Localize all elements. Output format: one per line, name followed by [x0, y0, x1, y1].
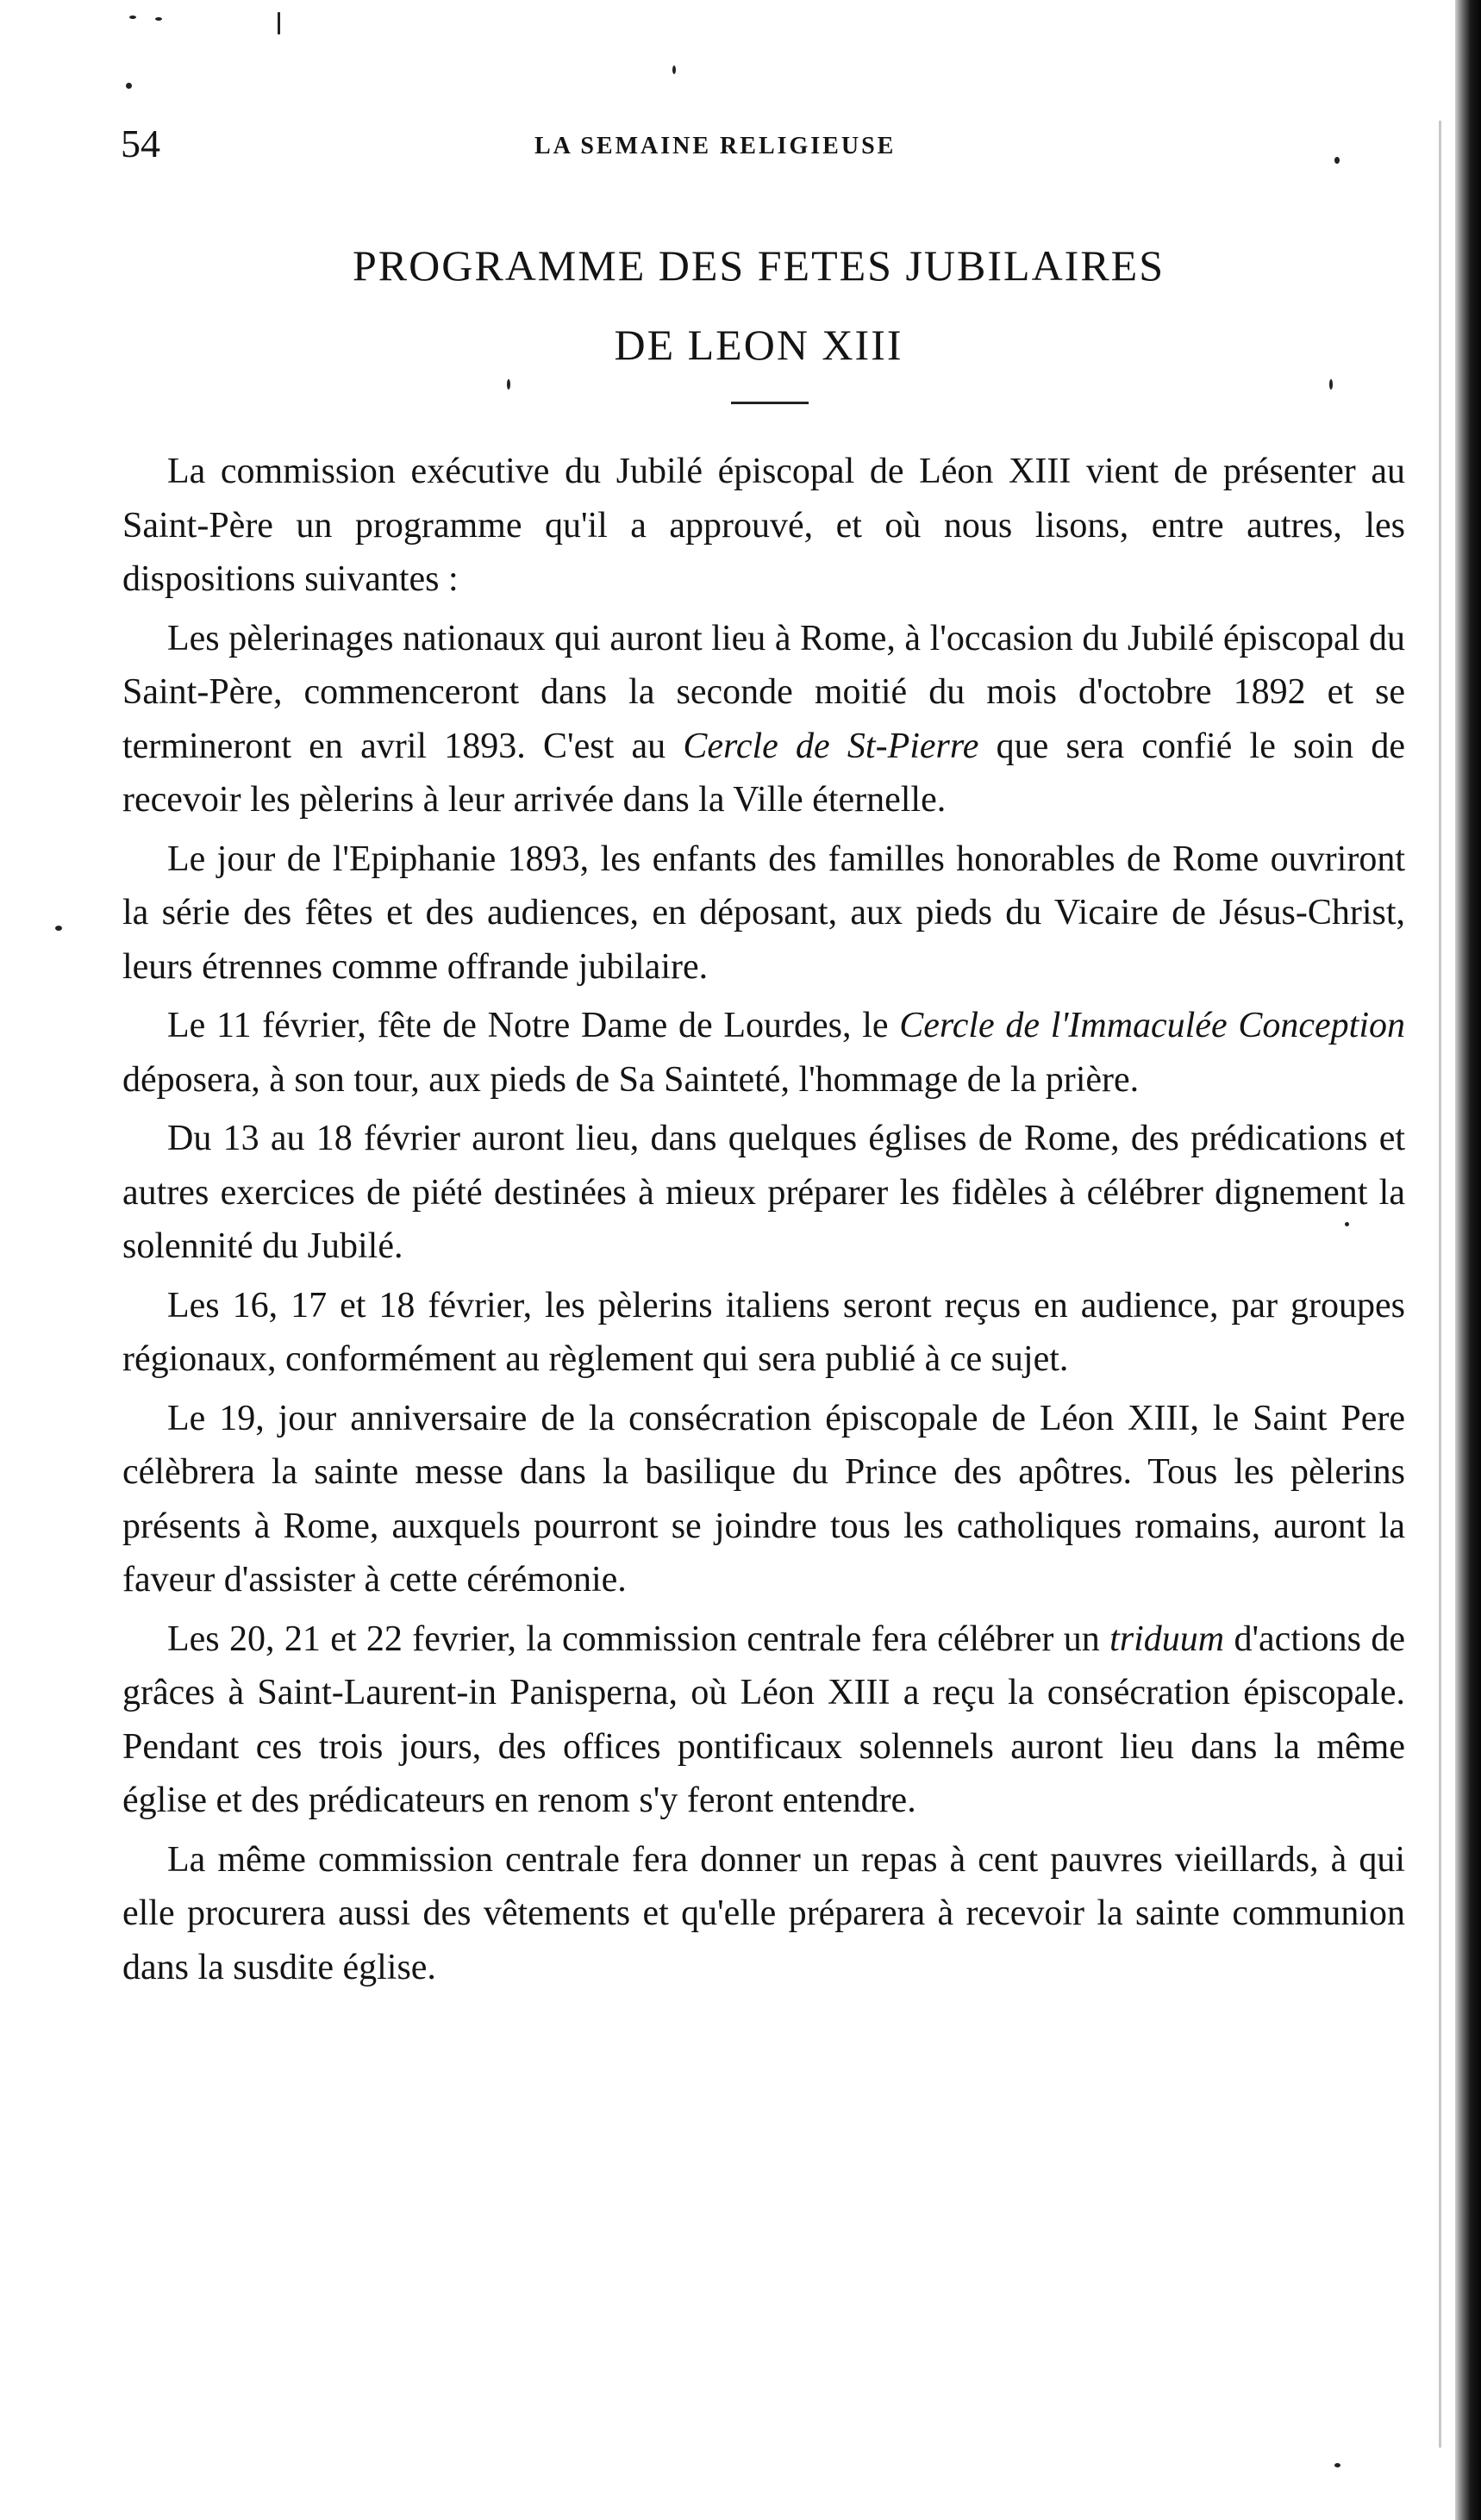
title-divider — [731, 402, 809, 404]
scan-speck — [1334, 157, 1340, 164]
article-title-line-2: DE LEON XIII — [614, 321, 903, 369]
italic-phrase: Cercle de St-Pierre — [683, 726, 979, 766]
paragraph-text: La commission exécutive du Jubilé épiscopal de Léon XIII vient de présenter au Saint-Père un programme qu'il a approuvé, et où nous lisons, entre autres, les dispositions suivantes : — [122, 452, 1405, 599]
paragraph-text: Le 19, jour anniversaire de la consécration épiscopale de Léon XIII, le Saint Pere célèbrera la sainte messe dans la basilique du Prince des apôtres. Tous les pèlerins présents à Rome, auxquels pourront se joindre tous les catholiques romains, auront la faveur d'assister à cette cérémonie. — [122, 1398, 1405, 1600]
body-paragraph — [122, 833, 1405, 995]
scan-speck — [1334, 2463, 1340, 2467]
page-fold-line — [1439, 121, 1441, 2448]
running-head — [121, 121, 1397, 172]
paragraph-text: d'actions de grâces à Saint-Laurent-in Panisperna, où Léon XIII a reçu la consécration épiscopale. Pendant ces trois jours, des offices pontificaux solennels auront lieu dans la même église et des prédicateurs en renom s'y feront entendre. — [122, 1619, 1405, 1820]
scan-speck — [1345, 1222, 1349, 1226]
paragraph-text: Les 16, 17 et 18 février, les pèlerins italiens seront reçus en audience, par groupes régionaux, conformément au règlement qui sera publié à ce sujet. — [122, 1285, 1405, 1379]
scan-speck — [278, 12, 280, 34]
body-paragraph — [122, 1392, 1405, 1607]
body-paragraph — [122, 1833, 1405, 1995]
paragraph-text: Le jour de l'Epiphanie 1893, les enfants des familles honorables de Rome ouvriront la série des fêtes et des audiences, en déposant, aux pieds du Vicaire de Jésus-Christ, leurs étrennes comme offrande jubilaire. — [122, 839, 1405, 987]
article-title-line-1: PROGRAMME DES FETES JUBILAIRES — [352, 241, 1165, 290]
italic-phrase: Cercle de l'Immaculée Conception — [899, 1006, 1405, 1045]
paragraph-text: Les pèlerinages nationaux qui auront lieu à Rome, à l'occasion du Jubilé épiscopal du Saint-Père, commenceront dans la seconde moitié du mois d'octobre 1892 et se termineront en avril 1893. C'est au — [122, 618, 1405, 766]
scan-speck — [507, 379, 510, 390]
body-paragraph — [122, 1112, 1405, 1274]
scan-speck — [129, 16, 136, 19]
body-paragraph — [122, 612, 1405, 827]
scan-speck — [672, 65, 676, 74]
body-paragraph — [122, 1279, 1405, 1387]
body-paragraph — [122, 999, 1405, 1107]
scan-speck — [55, 926, 62, 931]
page-spine-edge — [1455, 0, 1481, 2520]
article-title — [121, 226, 1397, 384]
scan-speck — [126, 83, 132, 89]
paragraph-text: Les 20, 21 et 22 fevrier, la commission centrale fera célébrer un — [167, 1619, 1110, 1659]
article-body — [122, 445, 1405, 1999]
paragraph-text: La même commission centrale fera donner un repas à cent pauvres vieillards, à qui elle procurera aussi des vêtements et qu'elle préparera à recevoir la sainte communion dans la susdite église. — [122, 1839, 1405, 1987]
body-paragraph — [122, 445, 1405, 607]
paragraph-text: déposera, à son tour, aux pieds de Sa Sainteté, l'hommage de la prière. — [122, 1059, 1140, 1100]
scan-speck — [1329, 379, 1333, 390]
italic-phrase: triduum — [1109, 1619, 1225, 1659]
scan-speck — [155, 17, 162, 21]
paragraph-text: que sera confié le soin de recevoir les pèlerins à leur arrivée dans la Ville éternelle. — [122, 726, 1405, 820]
paragraph-text: Le 11 février, fête de Notre Dame de Lourdes, le — [167, 1006, 900, 1045]
running-title: LA SEMAINE RELIGIEUSE — [534, 133, 897, 159]
paragraph-text: Du 13 au 18 février auront lieu, dans quelques églises de Rome, des prédications et autres exercices de piété destinées à mieux préparer les fidèles à célébrer dignement la solennité du Jubilé. — [122, 1119, 1405, 1266]
page-number: 54 — [121, 122, 160, 165]
body-paragraph — [122, 1612, 1405, 1828]
